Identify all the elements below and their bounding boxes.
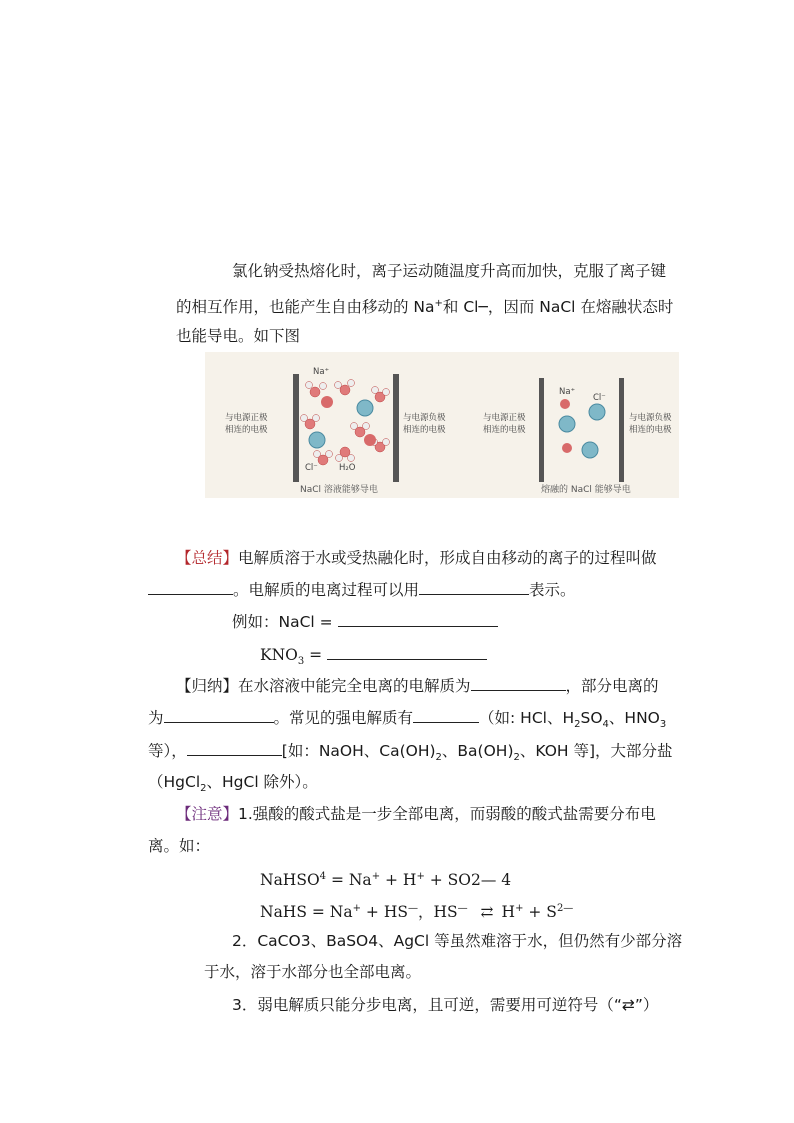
cl-ion [589, 404, 605, 420]
text-span: 电解质溶于水或受热融化时，形成自由移动的离子的过程叫做 [238, 549, 657, 567]
water-label: H₂O [339, 463, 356, 473]
cl-ion [559, 416, 575, 432]
text-span: 等）， [148, 742, 187, 760]
answer-blank[interactable] [148, 580, 233, 595]
text-span: NaHSO [260, 871, 320, 890]
right-electrode-label-2: 相连的电极 [629, 425, 672, 435]
induction-tag: 【归纳】 [176, 677, 239, 695]
induction-line-2 [148, 708, 666, 735]
left-electrode-label-2: 相连的电极 [225, 425, 268, 435]
text-span: （如: HCl、H [479, 709, 575, 727]
minus-sign: ─ [478, 298, 488, 317]
text-span: 的相互作用，也能产生自由移动的 Na [176, 298, 435, 317]
right-electrode-label-1: 与电源负极 [403, 413, 446, 423]
text-span: 、HgCl 除外）。 [206, 773, 318, 791]
superscript: + [515, 903, 524, 914]
cl-ion [582, 442, 598, 458]
kno3-line [260, 645, 487, 672]
summary-tag: 【总结】 [176, 549, 239, 567]
equation-nahs [260, 899, 573, 922]
superscript: 4 [319, 871, 327, 882]
note-item-3: 3．弱电解质只能分步电离，且可逆，需要用可逆符号（“⇄”） [232, 996, 659, 1014]
text-span: ，因而 NaCl 在熔融状态时 [487, 298, 674, 317]
cl-ion-label: Cl⁻ [305, 463, 318, 473]
induction-line-3 [148, 741, 673, 768]
note-item-2-line-1: 2．CaCO3、BaSO4、AgCl 等虽然难溶于水，但仍然有少部分溶 [232, 932, 683, 950]
text-span: 。电解质的电离过程可以用 [233, 581, 420, 599]
text-span: ，部分电离的 [565, 677, 659, 695]
molten-caption: 熔融的 NaCl 能够导电 [541, 485, 631, 495]
superscript: + [416, 871, 425, 882]
summary-line-2 [148, 580, 576, 600]
paragraph-line-3: 也能导电。如下图 [176, 327, 301, 345]
text-span: 、KOH 等]，大部分盐 [519, 742, 673, 760]
answer-blank[interactable] [419, 580, 529, 595]
subscript: 3 [297, 656, 305, 668]
right-electrode-label-2: 相连的电极 [403, 425, 446, 435]
note-tag: 【注意】 [176, 805, 239, 823]
induction-line-4 [148, 772, 318, 799]
note-line-1 [176, 804, 656, 824]
cl-ion [309, 432, 325, 448]
na-ion [364, 434, 376, 446]
water-molecules [301, 380, 390, 466]
text-span: + H [380, 871, 417, 890]
text-span: NaHS = Na [260, 903, 353, 922]
text-span: KNO [260, 646, 298, 664]
cl-ion [357, 400, 373, 416]
conduction-figure [205, 352, 679, 498]
na-ion [560, 399, 570, 409]
text-span: 表示。 [529, 581, 576, 599]
answer-blank[interactable] [187, 741, 282, 756]
text-span: + S [523, 903, 557, 922]
text-span: 例如：NaCl = [232, 613, 333, 631]
text-span: 1.强酸的酸式盐是一步全部电离，而弱酸的酸式盐需要分布电 [238, 805, 656, 823]
answer-blank[interactable] [327, 645, 487, 660]
conduction-diagram [205, 352, 679, 498]
text-span: 、HNO [608, 709, 660, 727]
text-span: H [501, 903, 516, 922]
superscript: — [407, 903, 418, 914]
solution-panel [225, 367, 446, 495]
equation-nahso4 [260, 867, 511, 890]
induction-line-1 [176, 676, 659, 696]
note-item-2-line-2: 于水，溶于水部分也全部电离。 [204, 963, 422, 981]
text-span: SO [580, 709, 603, 727]
text-span: = Na [326, 871, 372, 890]
left-electrode-label-1: 与电源正极 [225, 413, 268, 423]
superscript: + [371, 871, 381, 882]
text-span: 和 Cl [442, 298, 479, 317]
text-span: 、Ba(OH) [441, 742, 514, 760]
paragraph-line-1: 氯化钠受热熔化时，离子运动随温度升高而加快，克服了离子键 [232, 262, 667, 280]
text-span: ，HS [417, 903, 458, 922]
text-span: 。常见的强电解质有 [273, 709, 414, 727]
molten-panel [483, 378, 672, 495]
reversible-arrow-icon: ⇄ [480, 903, 494, 922]
right-electrode-label-1: 与电源负极 [629, 413, 672, 423]
superscript: + [434, 298, 443, 309]
superscript: — [457, 903, 468, 914]
left-electrode-plate [293, 374, 299, 482]
text-span: [如：NaOH、Ca(OH) [281, 742, 436, 760]
text-span: 在水溶液中能完全电离的电解质为 [238, 677, 471, 695]
text-span: 为 [148, 709, 164, 727]
subscript: 4 [602, 719, 609, 731]
paragraph-line-2 [176, 294, 673, 317]
subscript: 2 [513, 752, 520, 764]
answer-blank[interactable] [413, 708, 479, 723]
subscript: 2 [435, 752, 442, 764]
answer-blank[interactable] [471, 676, 566, 691]
solution-caption: NaCl 溶液能够导电 [300, 485, 378, 495]
answer-blank[interactable] [338, 612, 498, 627]
text-span: （HgCl [148, 773, 201, 791]
na-ion-label: Na⁺ [313, 367, 330, 377]
right-electrode-plate [619, 378, 624, 482]
note-line-2: 离。如： [148, 837, 211, 855]
subscript: 3 [659, 719, 667, 731]
superscript: + [352, 903, 361, 914]
left-electrode-label-2: 相连的电极 [483, 425, 526, 435]
text-span: + HS [360, 903, 408, 922]
answer-blank[interactable] [164, 708, 274, 723]
text-span: = [304, 646, 323, 664]
na-ion [562, 443, 572, 453]
na-ion [321, 396, 333, 408]
subscript: 2 [200, 783, 207, 795]
left-electrode-plate [539, 378, 544, 482]
left-electrode-label-1: 与电源正极 [483, 413, 526, 423]
summary-line-1 [176, 548, 657, 568]
right-electrode-plate [393, 374, 399, 482]
example-line [232, 612, 498, 632]
na-ion-label: Na⁺ [559, 387, 576, 397]
superscript: 2— [556, 903, 574, 914]
text-span: + SO2— 4 [424, 871, 512, 890]
cl-ion-label: Cl⁻ [593, 393, 606, 403]
subscript: 2 [574, 719, 581, 731]
